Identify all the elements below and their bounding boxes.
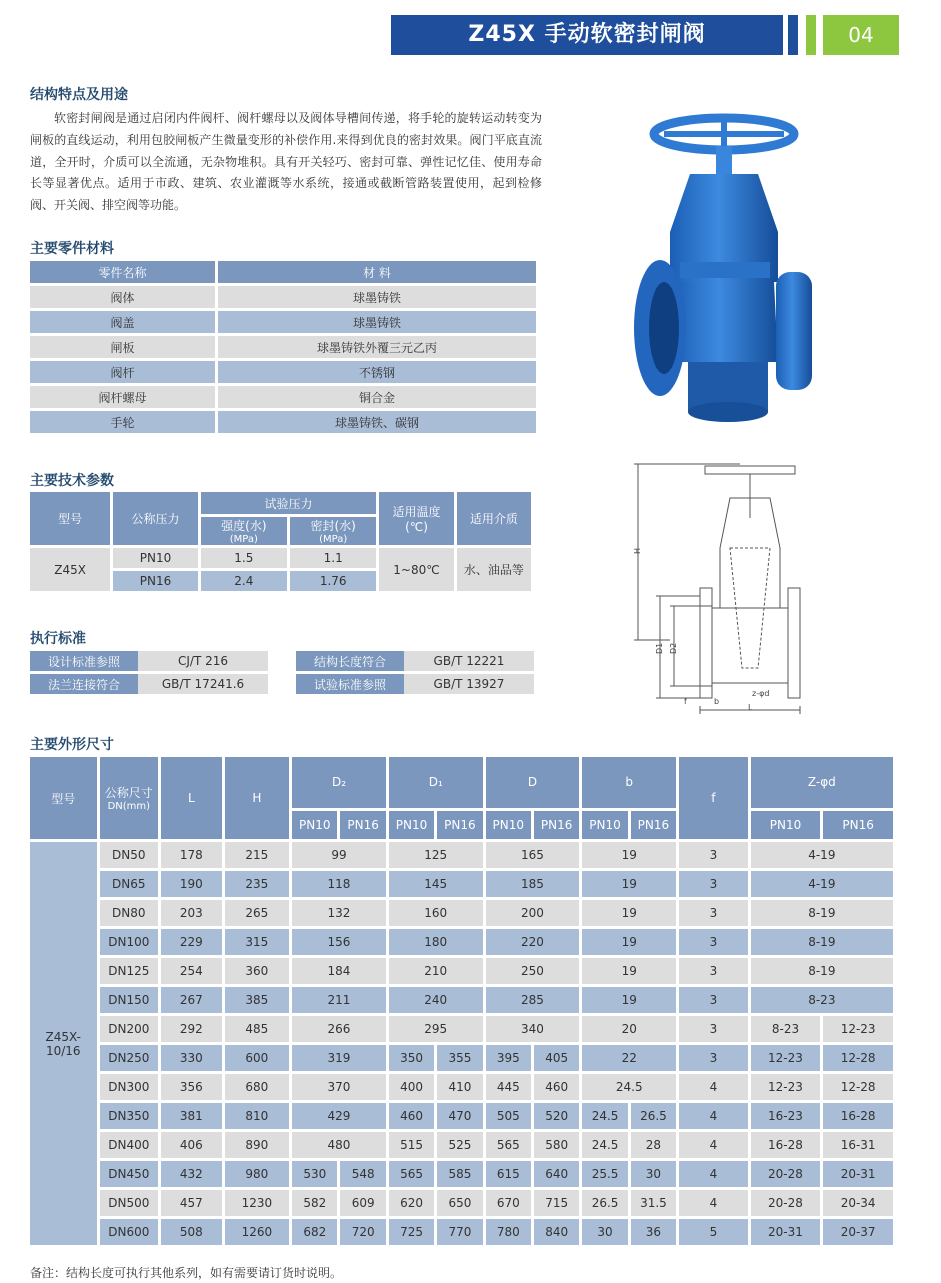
part-material: 球墨铸铁、碳钢: [218, 411, 536, 433]
D1-pn16-value: 410: [437, 1074, 482, 1100]
D1-pn16-value: 470: [437, 1103, 482, 1129]
H-value: 980: [225, 1161, 290, 1187]
b-pn10-value: 30: [582, 1219, 627, 1245]
strength-label: 强度(水): [221, 519, 267, 533]
standard-label: 试验标准参照: [296, 674, 404, 694]
D-pn10-value: 615: [486, 1161, 531, 1187]
pn16-header: PN16: [340, 811, 385, 839]
tech-model: Z45X: [30, 548, 110, 591]
seal-value: 1.1: [290, 548, 376, 568]
D1-pn10-value: 350: [389, 1045, 434, 1071]
pn10-header: PN10: [751, 811, 821, 839]
model-line: 10/16: [45, 1043, 81, 1058]
f-value: 4: [679, 1161, 748, 1187]
pn10-header: PN10: [486, 811, 531, 839]
standard-label: 法兰连接符合: [30, 674, 138, 694]
f-value: 4: [679, 1103, 748, 1129]
table-row: [30, 900, 893, 926]
dim-header-f: f: [679, 757, 748, 839]
D-pn10-value: 395: [486, 1045, 531, 1071]
right-flange: [776, 272, 812, 390]
D-pn16-value: 640: [534, 1161, 579, 1187]
z-pn16-value: 20-31: [823, 1161, 893, 1187]
tech-header-seal: [290, 517, 376, 545]
D1-value: 210: [389, 958, 483, 984]
z-value: 8-19: [751, 929, 893, 955]
D-value: 220: [486, 929, 580, 955]
b-pn16-value: 26.5: [631, 1103, 676, 1129]
section-title-tech: 主要技术参数: [30, 473, 114, 489]
D-value: 285: [486, 987, 580, 1013]
D1-pn10-value: 400: [389, 1074, 434, 1100]
D2-value: 266: [292, 1016, 386, 1042]
z-value: 4-19: [751, 871, 893, 897]
D2-value: 118: [292, 871, 386, 897]
D-value: 250: [486, 958, 580, 984]
L-value: 203: [161, 900, 222, 926]
L-value: 254: [161, 958, 222, 984]
table-row: [30, 548, 531, 568]
z-value: 8-19: [751, 900, 893, 926]
D1-pn10-value: 515: [389, 1132, 434, 1158]
part-name: 闸板: [30, 336, 218, 358]
table-row: [30, 286, 536, 308]
tech-header-medium: 适用介质: [457, 492, 531, 545]
dimensions-table: [27, 754, 896, 1248]
f-value: 5: [679, 1219, 748, 1245]
table-row: [30, 1016, 893, 1042]
b-pn16-value: 36: [631, 1219, 676, 1245]
f-value: 4: [679, 1190, 748, 1216]
D2-pn10-value: 582: [292, 1190, 337, 1216]
f-value: 4: [679, 1074, 748, 1100]
section-title-materials: 主要零件材料: [30, 241, 114, 257]
dn-value: DN200: [100, 1016, 158, 1042]
z-pn16-value: 16-28: [823, 1103, 893, 1129]
table-row: [30, 311, 536, 333]
dim-header-dn: [100, 757, 158, 839]
D2-value: 132: [292, 900, 386, 926]
D2-value: 99: [292, 842, 386, 868]
table-row: [30, 929, 893, 955]
z-pn10-value: 20-31: [751, 1219, 821, 1245]
dn-value: DN400: [100, 1132, 158, 1158]
seal-unit: (MPa): [319, 534, 348, 545]
L-value: 508: [161, 1219, 222, 1245]
footnote: 备注：结构长度可执行其他系列，如有需要请订货时说明。: [30, 1266, 343, 1280]
dn-value: DN100: [100, 929, 158, 955]
part-material: 不锈钢: [218, 361, 536, 383]
D2-value: 429: [292, 1103, 386, 1129]
z-pn10-value: 16-23: [751, 1103, 821, 1129]
dim-label-D1: D1: [655, 642, 664, 654]
dn-unit: DN(mm): [107, 801, 151, 812]
dim-header-model: 型号: [30, 757, 97, 839]
table-row: [30, 1132, 893, 1158]
part-name: 阀体: [30, 286, 218, 308]
z-pn16-value: 20-37: [823, 1219, 893, 1245]
table-row: [30, 411, 536, 433]
D1-pn16-value: 585: [437, 1161, 482, 1187]
D1-value: 145: [389, 871, 483, 897]
standard-label: 设计标准参照: [30, 651, 138, 671]
materials-header-row: [30, 261, 536, 283]
dim-header-L: L: [161, 757, 222, 839]
H-value: 215: [225, 842, 290, 868]
header-stripe-dark: [788, 15, 798, 55]
pn16-header: PN16: [823, 811, 893, 839]
z-pn10-value: 20-28: [751, 1190, 821, 1216]
dn-value: DN250: [100, 1045, 158, 1071]
dim-header-H: H: [225, 757, 290, 839]
standard-value: GB/T 13927: [404, 674, 534, 694]
H-value: 600: [225, 1045, 290, 1071]
dn-value: DN150: [100, 987, 158, 1013]
table-row: [30, 842, 893, 868]
H-value: 680: [225, 1074, 290, 1100]
tech-params-table: [27, 489, 534, 594]
b-value: 19: [582, 929, 676, 955]
z-pn10-value: 20-28: [751, 1161, 821, 1187]
D-pn10-value: 505: [486, 1103, 531, 1129]
D1-pn10-value: 565: [389, 1161, 434, 1187]
dim-header-D2: D₂: [292, 757, 386, 808]
L-value: 292: [161, 1016, 222, 1042]
pn16-header: PN16: [534, 811, 579, 839]
D2-pn10-value: 530: [292, 1161, 337, 1187]
D-pn10-value: 565: [486, 1132, 531, 1158]
tech-header-strength: [201, 517, 287, 545]
standard-value: GB/T 12221: [404, 651, 534, 671]
table-row: [30, 386, 536, 408]
b-pn16-value: 31.5: [631, 1190, 676, 1216]
tech-header-pn: 公称压力: [113, 492, 197, 545]
part-name: 阀杆: [30, 361, 218, 383]
dim-label-b: b: [714, 697, 720, 706]
b-pn10-value: 24.5: [582, 1103, 627, 1129]
dim-label-zd: z-φd: [752, 689, 770, 698]
dim-header-D1: D₁: [389, 757, 483, 808]
dim-label-L: L: [748, 703, 753, 712]
dim-header-z: Z-φd: [751, 757, 893, 808]
D1-pn16-value: 355: [437, 1045, 482, 1071]
H-value: 315: [225, 929, 290, 955]
D-value: 165: [486, 842, 580, 868]
L-value: 406: [161, 1132, 222, 1158]
part-name: 手轮: [30, 411, 218, 433]
page-number: 04: [823, 15, 899, 55]
tech-header-temp: [379, 492, 453, 545]
part-material: 球墨铸铁: [218, 286, 536, 308]
dim-label-H: H: [633, 547, 642, 554]
D-pn16-value: 715: [534, 1190, 579, 1216]
H-value: 485: [225, 1016, 290, 1042]
D2-value: 319: [292, 1045, 386, 1071]
seal-label: 密封(水): [310, 519, 356, 533]
z-pn10-value: 12-23: [751, 1045, 821, 1071]
dn-value: DN50: [100, 842, 158, 868]
b-value: 19: [582, 871, 676, 897]
b-pn10-value: 26.5: [582, 1190, 627, 1216]
table-row: [30, 1190, 893, 1216]
L-value: 229: [161, 929, 222, 955]
H-value: 810: [225, 1103, 290, 1129]
D1-pn10-value: 725: [389, 1219, 434, 1245]
D-pn16-value: 520: [534, 1103, 579, 1129]
z-value: 4-19: [751, 842, 893, 868]
table-row: [30, 987, 893, 1013]
L-value: 457: [161, 1190, 222, 1216]
H-value: 235: [225, 871, 290, 897]
section-title-features: 结构特点及用途: [30, 87, 128, 103]
H-value: 1260: [225, 1219, 290, 1245]
strength-value: 1.5: [201, 548, 287, 568]
intro-paragraph: 软密封闸阀是通过启闭内件阀杆、阀杆螺母以及阀体导槽间传递，将手轮的旋转运动转变为闸板的直线运动，利用包胶闸板产生微量变形的补偿作用.来得到优良的密封效果。阀门平底直流道，全开时，介质可以全流通，无杂物堆积。具有开关轻巧、密封可靠、弹性记忆佳、使用寿命长等显著优点。适用于市政、建筑、农业灌溉等水系统，接通或截断管路装置使用，起到检修阀、开关阀、排空阀等功能。: [30, 111, 542, 213]
H-value: 385: [225, 987, 290, 1013]
D-pn10-value: 780: [486, 1219, 531, 1245]
D1-value: 240: [389, 987, 483, 1013]
materials-header-part: 零件名称: [30, 261, 218, 283]
D1-pn16-value: 650: [437, 1190, 482, 1216]
D2-value: 370: [292, 1074, 386, 1100]
pn10-header: PN10: [582, 811, 627, 839]
standards-table: [30, 648, 534, 697]
b-value: 19: [582, 987, 676, 1013]
standard-value: CJ/T 216: [138, 651, 268, 671]
dn-value: DN600: [100, 1219, 158, 1245]
D1-value: 180: [389, 929, 483, 955]
z-pn16-value: 12-28: [823, 1074, 893, 1100]
H-value: 890: [225, 1132, 290, 1158]
b-pn10-value: 25.5: [582, 1161, 627, 1187]
dn-value: DN65: [100, 871, 158, 897]
D-pn16-value: 460: [534, 1074, 579, 1100]
header-stripe-green: [806, 15, 816, 55]
D1-value: 295: [389, 1016, 483, 1042]
L-value: 356: [161, 1074, 222, 1100]
D2-value: 184: [292, 958, 386, 984]
L-value: 330: [161, 1045, 222, 1071]
dn-value: DN500: [100, 1190, 158, 1216]
f-value: 3: [679, 958, 748, 984]
dim-model: [30, 842, 97, 1245]
pn16-header: PN16: [437, 811, 482, 839]
z-pn16-value: 20-34: [823, 1190, 893, 1216]
D2-pn16-value: 548: [340, 1161, 385, 1187]
D-value: 340: [486, 1016, 580, 1042]
valve-photo: [628, 112, 828, 434]
L-value: 178: [161, 842, 222, 868]
materials-table: [30, 258, 536, 436]
f-value: 4: [679, 1132, 748, 1158]
table-row: [30, 651, 534, 671]
part-material: 球墨铸铁外覆三元乙丙: [218, 336, 536, 358]
D1-value: 160: [389, 900, 483, 926]
L-value: 267: [161, 987, 222, 1013]
table-row: [30, 1161, 893, 1187]
z-value: 8-19: [751, 958, 893, 984]
D1-pn10-value: 460: [389, 1103, 434, 1129]
D2-value: 211: [292, 987, 386, 1013]
z-pn16-value: 12-23: [823, 1016, 893, 1042]
seal-value: 1.76: [290, 571, 376, 591]
z-pn10-value: 8-23: [751, 1016, 821, 1042]
table-row: [30, 674, 534, 694]
temp-value: 1~80℃: [379, 548, 453, 591]
dn-value: DN450: [100, 1161, 158, 1187]
z-pn16-value: 16-31: [823, 1132, 893, 1158]
D-pn16-value: 405: [534, 1045, 579, 1071]
table-row: [30, 1045, 893, 1071]
D1-pn16-value: 525: [437, 1132, 482, 1158]
b-value: 19: [582, 900, 676, 926]
table-row: [30, 958, 893, 984]
L-value: 190: [161, 871, 222, 897]
b-value: 19: [582, 958, 676, 984]
tech-header-model: 型号: [30, 492, 110, 545]
b-value: 20: [582, 1016, 676, 1042]
table-row: [30, 361, 536, 383]
technical-drawing: [630, 458, 840, 720]
D-value: 200: [486, 900, 580, 926]
D2-pn10-value: 682: [292, 1219, 337, 1245]
D-value: 185: [486, 871, 580, 897]
temp-unit: (℃): [405, 520, 428, 534]
D-pn16-value: 580: [534, 1132, 579, 1158]
standard-value: GB/T 17241.6: [138, 674, 268, 694]
table-row: [30, 1103, 893, 1129]
f-value: 3: [679, 871, 748, 897]
dn-value: DN350: [100, 1103, 158, 1129]
f-value: 3: [679, 842, 748, 868]
table-row: [30, 871, 893, 897]
part-name: 阀杆螺母: [30, 386, 218, 408]
D-pn10-value: 445: [486, 1074, 531, 1100]
f-value: 3: [679, 1016, 748, 1042]
D-pn10-value: 670: [486, 1190, 531, 1216]
strength-unit: (MPa): [229, 534, 258, 545]
f-value: 3: [679, 929, 748, 955]
b-pn16-value: 28: [631, 1132, 676, 1158]
z-pn10-value: 16-28: [751, 1132, 821, 1158]
dn-label: 公称尺寸: [104, 786, 153, 800]
f-value: 3: [679, 1045, 748, 1071]
dn-value: DN300: [100, 1074, 158, 1100]
b-value: 22: [582, 1045, 676, 1071]
pn10-header: PN10: [292, 811, 337, 839]
pn16-header: PN16: [631, 811, 676, 839]
section-title-standards: 执行标准: [30, 631, 86, 647]
dim-header-b: b: [582, 757, 676, 808]
D1-pn16-value: 770: [437, 1219, 482, 1245]
page-title: Z45X 手动软密封闸阀: [391, 15, 783, 55]
D2-value: 480: [292, 1132, 386, 1158]
part-material: 铜合金: [218, 386, 536, 408]
z-pn10-value: 12-23: [751, 1074, 821, 1100]
z-value: 8-23: [751, 987, 893, 1013]
table-row: [30, 1074, 893, 1100]
section-title-dims: 主要外形尺寸: [30, 737, 114, 753]
D1-value: 125: [389, 842, 483, 868]
L-value: 432: [161, 1161, 222, 1187]
D1-pn10-value: 620: [389, 1190, 434, 1216]
L-value: 381: [161, 1103, 222, 1129]
temp-label: 适用温度: [392, 505, 441, 519]
standard-label: 结构长度符合: [296, 651, 404, 671]
H-value: 265: [225, 900, 290, 926]
table-row: [30, 336, 536, 358]
dn-value: DN80: [100, 900, 158, 926]
b-value: 24.5: [582, 1074, 676, 1100]
dn-value: DN125: [100, 958, 158, 984]
part-name: 阀盖: [30, 311, 218, 333]
H-value: 1230: [225, 1190, 290, 1216]
medium-value: 水、油品等: [457, 548, 531, 591]
z-pn16-value: 12-28: [823, 1045, 893, 1071]
D-pn16-value: 840: [534, 1219, 579, 1245]
f-value: 3: [679, 900, 748, 926]
part-material: 球墨铸铁: [218, 311, 536, 333]
b-value: 19: [582, 842, 676, 868]
table-row: [30, 1219, 893, 1245]
strength-value: 2.4: [201, 571, 287, 591]
D2-pn16-value: 609: [340, 1190, 385, 1216]
pn-value: PN16: [113, 571, 197, 591]
dim-label-D2: D2: [669, 642, 678, 654]
dim-header-D: D: [486, 757, 580, 808]
b-pn16-value: 30: [631, 1161, 676, 1187]
materials-header-material: 材 料: [218, 261, 536, 283]
dim-label-f: f: [684, 697, 687, 706]
D2-value: 156: [292, 929, 386, 955]
b-pn10-value: 24.5: [582, 1132, 627, 1158]
pn-value: PN10: [113, 548, 197, 568]
f-value: 3: [679, 987, 748, 1013]
D2-pn16-value: 720: [340, 1219, 385, 1245]
pn10-header: PN10: [389, 811, 434, 839]
model-line: Z45X-: [45, 1029, 81, 1044]
tech-header-test: 试验压力: [201, 492, 377, 514]
H-value: 360: [225, 958, 290, 984]
